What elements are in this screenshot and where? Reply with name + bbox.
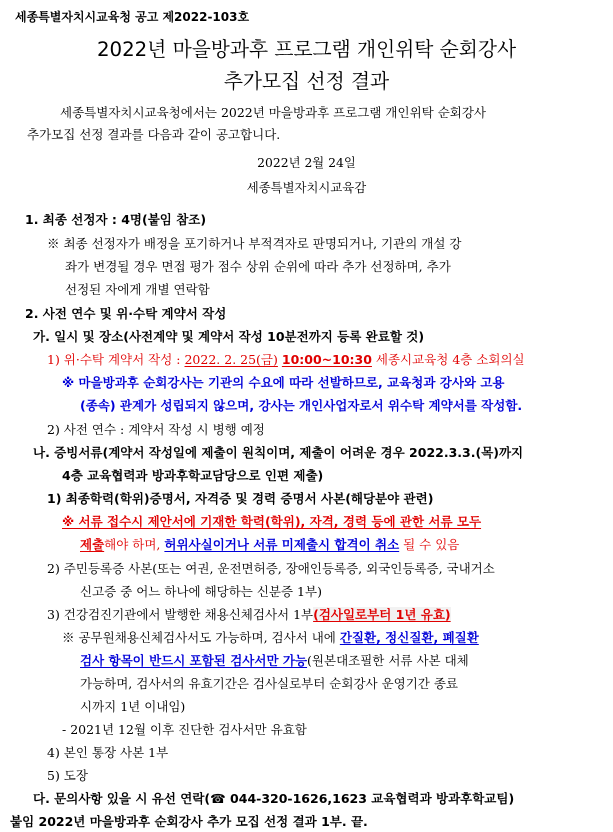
issuer: 세종특별자치시교육감 bbox=[246, 181, 367, 195]
item-b1-note-must: 해야 하며, bbox=[104, 537, 165, 552]
attachment-line: 붙임 2022년 마을방과후 순회강사 추가 모집 선정 결과 1부. 끝. bbox=[10, 814, 368, 829]
item-b1-note-line1: ※ 서류 접수시 제안서에 기재한 학력(학위), 자격, 경력 등에 관한 서류 모두 bbox=[62, 514, 482, 529]
section1-heading: 1. 최종 선정자 : 4명(붙임 참조) bbox=[25, 212, 207, 227]
item-b3-note-line1 bbox=[62, 628, 479, 646]
section1-note-line2: 좌가 변경될 경우 면접 평가 점수 상위 순위에 따라 추가 선정하며, 추가 bbox=[65, 259, 451, 274]
section2c-contact: 다. 문의사항 있을 시 유선 연락(☎ 044-320-1626,1623 교육협력과 방과후학교팀) bbox=[33, 791, 515, 806]
page-title-line2: 추가모집 선정 결과 bbox=[223, 70, 390, 93]
item-b2-line1: 2) 주민등록증 사본(또는 여권, 운전면허증, 장애인등록증, 외국인등록증, 국내거소 bbox=[47, 561, 495, 576]
item-b3-note-required: 검사 항목이 반드시 포함된 검사서만 가능 bbox=[80, 653, 308, 668]
item-b1-note-end: 될 수 있음 bbox=[399, 537, 460, 552]
item-b2-line2: 신고증 중 어느 하나에 해당하는 신분증 1부) bbox=[80, 584, 322, 599]
item-b3-note-diseases: 간질환, 정신질환, 폐질환 bbox=[339, 630, 479, 645]
item-a1 bbox=[47, 350, 525, 368]
item-b1: 1) 최종학력(학위)증명서, 자격증 및 경력 증명서 사본(해당분야 관련) bbox=[47, 491, 434, 506]
item-b3-note-l1a: ※ 공무원채용신체검사서도 가능하며, 검사서 내에 bbox=[62, 630, 340, 645]
item-b5: 5) 도장 bbox=[47, 768, 88, 783]
item-b3-dash: - 2021년 12월 이후 진단한 검사서만 유효함 bbox=[62, 722, 307, 737]
section2a-heading: 가. 일시 및 장소(사전계약 및 계약서 작성 10분전까지 등록 완료할 것) bbox=[33, 329, 425, 344]
intro-line2: 추가모집 선정 결과를 다음과 같이 공고합니다. bbox=[27, 127, 281, 142]
item-a1-date: 2022. 2. 25(금) bbox=[184, 352, 278, 367]
item-b1-note-cancel: 허위사실이거나 서류 미제출시 합격이 취소 bbox=[164, 537, 400, 552]
section2b-heading-line2: 4층 교육협력과 방과후학교담당으로 인편 제출) bbox=[62, 468, 324, 483]
section2-heading: 2. 사전 연수 및 위·수탁 계약서 작성 bbox=[25, 306, 227, 321]
item-a1-place: 세종시교육청 4층 소회의실 bbox=[371, 352, 525, 367]
item-a1-time: 10:00~10:30 bbox=[281, 352, 372, 367]
section1-note-line1: ※ 최종 선정자가 배정을 포기하거나 부적격자로 판명되거나, 기관의 개설 강 bbox=[47, 236, 462, 251]
item-a-note-line1: ※ 마을방과후 순회강사는 기관의 수요에 따라 선발하므로, 교육청과 강사와 고용 bbox=[62, 375, 505, 390]
item-a-note-line2: (종속) 관계가 성립되지 않으며, 강사는 개인사업자로서 위수탁 계약서를 작성함. bbox=[80, 398, 523, 413]
item-b3 bbox=[47, 605, 451, 623]
notice-date: 2022년 2월 24일 bbox=[257, 156, 356, 170]
section2b-heading-line1: 나. 증빙서류(계약서 작성일에 제출이 원칙이며, 제출이 어려운 경우 2022.3.3.(목)까지 bbox=[33, 445, 524, 460]
item-a1-prefix: 1) 위·수탁 계약서 작성 : bbox=[47, 352, 185, 367]
item-b1-note-submit: 제출 bbox=[80, 537, 105, 552]
item-b3-prefix: 3) 건강검진기관에서 발행한 채용신체검사서 1부 bbox=[47, 607, 314, 622]
item-b3-note-line4: 시까지 1년 이내임) bbox=[80, 699, 186, 714]
item-b4: 4) 본인 통장 사본 1부 bbox=[47, 745, 169, 760]
item-b3-note-l2b: (원본대조필한 서류 사본 대체 bbox=[307, 653, 469, 668]
page-title-line1: 2022년 마을방과후 프로그램 개인위탁 순회강사 bbox=[96, 38, 517, 61]
item-a2: 2) 사전 연수 : 계약서 작성 시 병행 예정 bbox=[47, 422, 265, 437]
item-b3-note-line3: 가능하며, 검사서의 유효기간은 검사실로부터 순회강사 운영기간 종료 bbox=[80, 676, 458, 691]
item-b3-note-line2 bbox=[80, 651, 469, 669]
notice-number: 세종특별자치시교육청 공고 제2022-103호 bbox=[15, 10, 250, 24]
section1-note-line3: 선정된 자에게 개별 연락함 bbox=[65, 282, 210, 297]
intro-line1: 세종특별자치시교육청에서는 2022년 마을방과후 프로그램 개인위탁 순회강사 bbox=[60, 105, 487, 120]
item-b3-validity: (검사일로부터 1년 유효) bbox=[313, 607, 451, 622]
item-b1-note-line2 bbox=[80, 535, 459, 553]
